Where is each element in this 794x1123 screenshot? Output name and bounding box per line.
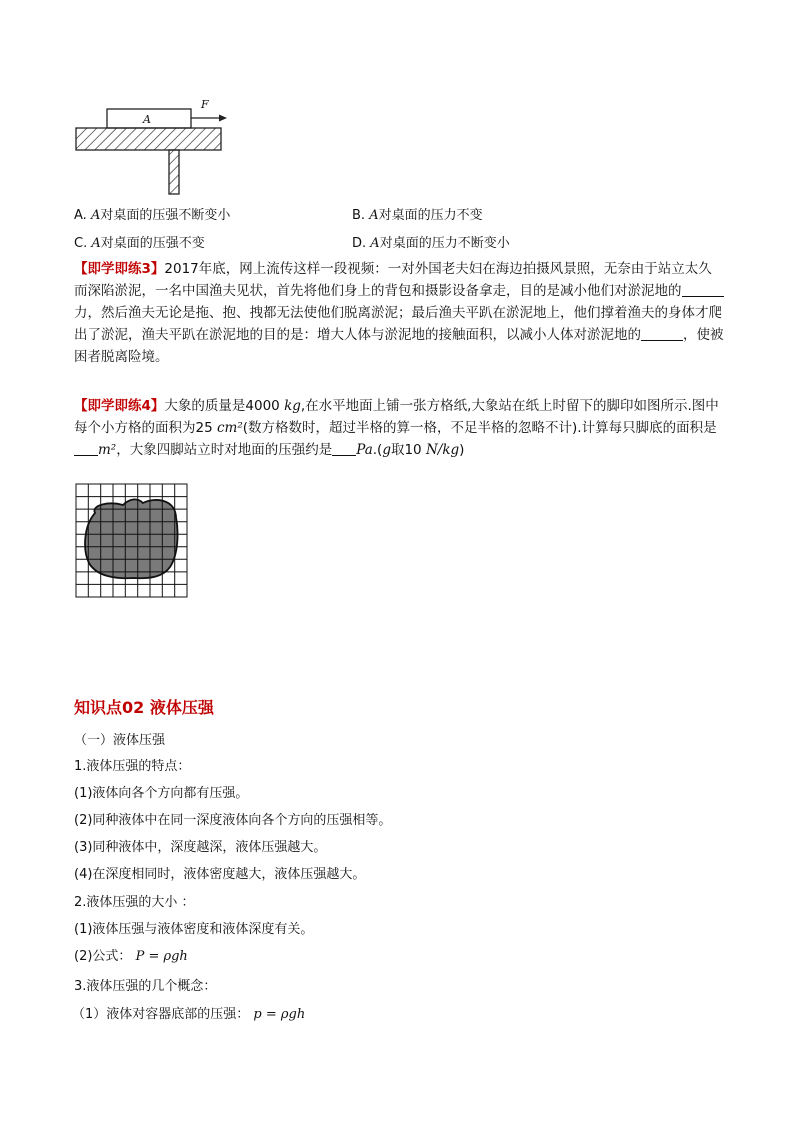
practice-4-paragraph: 【即学即练4】大象的质量是4000 kg,在水平地面上铺一张方格纸,大象站在纸上时留下的脚印如图所示.图中每个小方格的面积为25 cm²(数方格数时，超过半格的算一格，不足半格的忽略不计).计算每只脚底的面积是m²，大象四脚站立时对地面的压强约是 Pa.(g取10 N/kg) [74, 398, 719, 458]
section-heading: 知识点02 液体压强 [74, 698, 214, 717]
elephant-footprint [85, 499, 177, 578]
block-on-table-figure [70, 95, 240, 200]
list-item: 1.液体压强的特点： [74, 759, 191, 774]
answer-blank [332, 441, 356, 456]
list-item: (4)在深度相同时，液体密度越大，液体压强越大。 [74, 867, 366, 882]
pressure-formula: P = ρgh [135, 949, 188, 964]
option-a: A. A对桌面的压强不断变小 [74, 208, 231, 223]
formula-line: (2)公式： P = ρgh [74, 949, 188, 964]
option-b: B. A对桌面的压力不变 [352, 208, 483, 223]
answer-blank [682, 282, 724, 297]
practice-3-paragraph: 【即学即练3】2017年底，网上流传这样一段视频：一对外国老夫妇在海边拍摄风景照，无奈由于站立太久而深陷淤泥，一名中国渔夫见状，首先将他们身上的背包和摄影设备拿走，目的是减小他们对淤泥地的力，然后渔夫无论是拖、抱、拽都无法使他们脱离淤泥；最后渔夫平趴在淤泥地上，他们撑着渔夫的身体才爬出了淤泥，渔夫平趴在淤泥地的目的是：增大人体与淤泥地的接触面积，以减小人体对淤泥地的 ，使被困者脱离险境。 [74, 261, 724, 365]
list-item: (1)液体压强与液体密度和液体深度有关。 [74, 922, 314, 937]
practice-3-tag: 【即学即练3】 [74, 261, 165, 277]
practice-4-tag: 【即学即练4】 [74, 398, 165, 414]
list-item: (2)同种液体中在同一深度液体向各个方向的压强相等。 [74, 813, 392, 828]
footprint-grid-figure [75, 483, 189, 599]
answer-blank [74, 441, 98, 456]
subsection-title: （一）液体压强 [74, 733, 166, 748]
table-top [76, 128, 221, 150]
block-label: A [143, 113, 151, 126]
list-item: (3)同种液体中，深度越深，液体压强越大。 [74, 840, 327, 855]
list-item: 2.液体压强的大小 ： [74, 895, 195, 910]
force-arrowhead [219, 115, 227, 122]
answer-blank [641, 326, 683, 341]
list-item: (1)液体向各个方向都有压强。 [74, 786, 249, 801]
option-c: C. A对桌面的压强不变 [74, 236, 205, 251]
force-label: F [201, 98, 209, 111]
list-item: 3.液体压强的几个概念： [74, 979, 217, 994]
bottom-pressure-formula: p = ρgh [253, 1007, 306, 1022]
formula-line: （1）液体对容器底部的压强： p = ρgh [72, 1007, 306, 1022]
option-d: D. A对桌面的压力不断变小 [352, 236, 510, 251]
table-leg [169, 150, 179, 194]
